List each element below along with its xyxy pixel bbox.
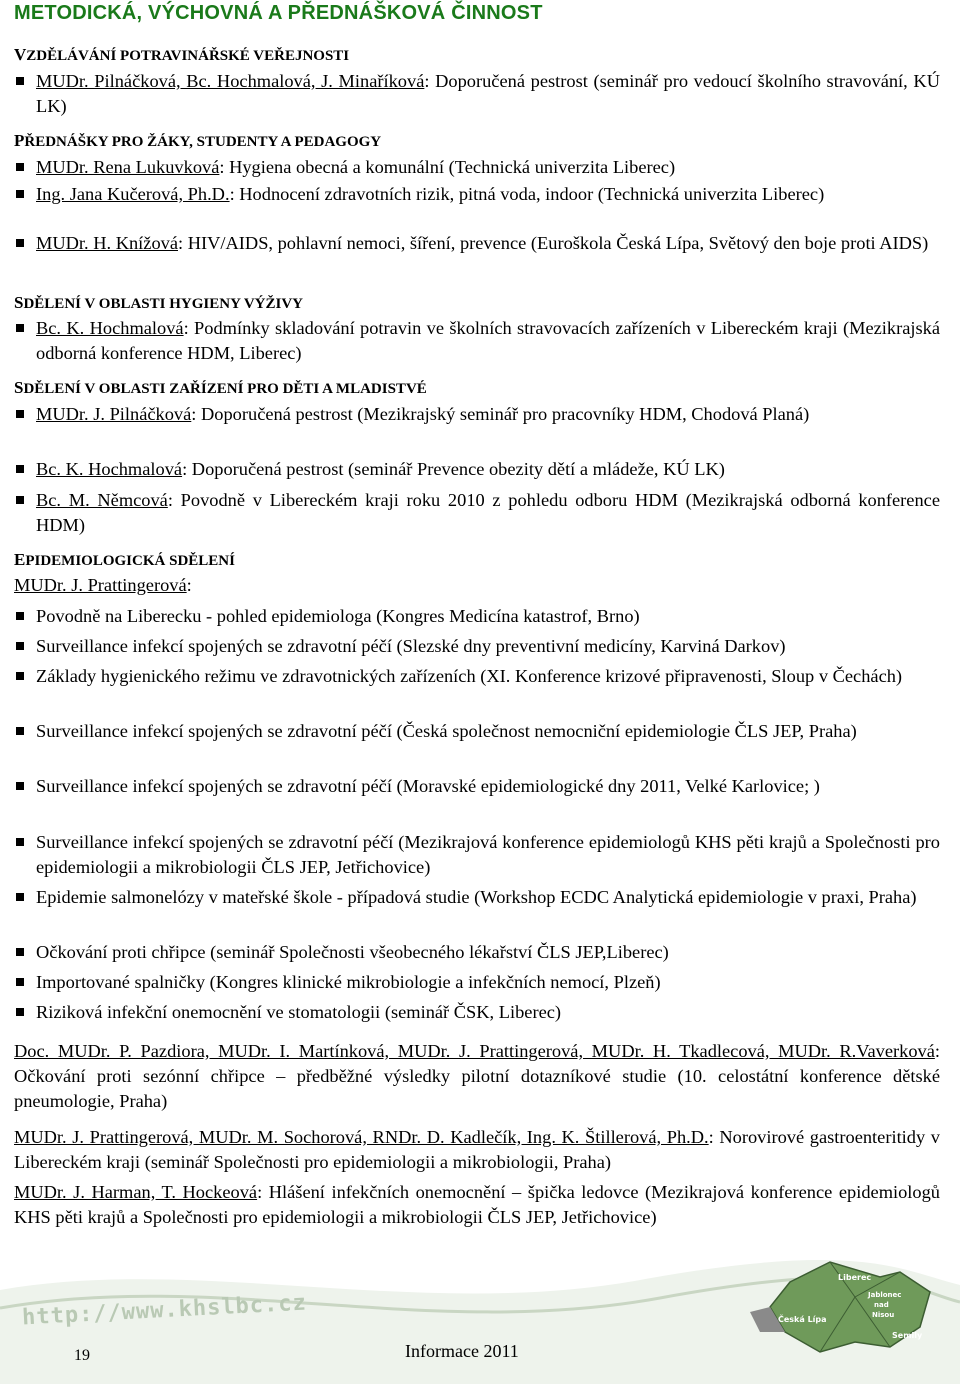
bullet-icon [16,1008,24,1016]
list-item: Bc. K. Hochmalová: Doporučená pestrost (seminář Prevence obezity dětí a mládeže, KÚ LK) [14,457,940,482]
list-item: MUDr. Rena Lukuvková: Hygiena obecná a komunální (Technická univerzita Liberec) [14,155,940,180]
footer-url: http://www.khslbc.cz [21,1290,308,1331]
author-names: Bc. K. Hochmalová [36,318,184,338]
bullet-icon [16,77,24,85]
section-heading-nutrition: SDĚLENÍ V OBLASTI HYGIENY VÝŽIVY [14,293,303,312]
svg-text:nad: nad [874,1301,889,1309]
footer-label: Informace 2011 [405,1341,519,1361]
svg-text:Semily: Semily [892,1331,923,1340]
bullet-icon [16,978,24,986]
author-names: MUDr. J. Harman, T. Hockeová [14,1182,258,1202]
bullet-icon [16,239,24,247]
author-names: Bc. K. Hochmalová [36,459,183,479]
list-item: Surveillance infekcí spojených se zdravotní péčí (Mezikrajová konference epidemiologů KHS pěti krajů a Společnosti pro epidemiologii a mikrobiologii ČLS JEP, Jetřichovice) [14,830,940,880]
bullet-icon [16,838,24,846]
paragraph-entry: Doc. MUDr. P. Pazdiora, MUDr. I. Martínková, MUDr. J. Prattingerová, MUDr. H. Tkadlecová, MUDr. R.Vaverková: Očkování proti sezónní chřipce – předběžné výsledky pilotní dotazníkové studie (10. celostátní konference dětské pneumologie, Praha) [14,1041,940,1111]
author-names: MUDr. J. Pilnáčková [36,404,192,424]
section-heading-epidemiology: EPIDEMIOLOGICKÁ SDĚLENÍ [14,550,235,569]
bullet-icon [16,163,24,171]
svg-text:Jablonec: Jablonec [868,1291,902,1299]
svg-text:Nisou: Nisou [872,1311,895,1319]
list-item: Základy hygienického režimu ve zdravotnických zařízeních (XI. Konference krizové připravenosti, Sloup v Čechách) [14,664,940,689]
list-item: Povodně na Liberecku - pohled epidemiologa (Kongres Medicína katastrof, Brno) [14,604,940,629]
bullet-icon [16,324,24,332]
list-item: Bc. M. Němcová: Povodně v Libereckém kraji roku 2010 z pohledu odboru HDM (Mezikrajská odborná konference HDM) [14,488,940,538]
author-names: MUDr. H. Knížová [36,233,178,253]
bullet-icon [16,948,24,956]
list-item: Ing. Jana Kučerová, Ph.D.: Hodnocení zdravotních rizik, pitná voda, indoor (Technická univerzita Liberec) [14,182,940,207]
section-author: MUDr. J. Prattingerová: [14,575,192,595]
list-item: Surveillance infekcí spojených se zdravotní péčí (Slezské dny preventivní medicíny, Karviná Darkov) [14,634,940,659]
bullet-icon [16,190,24,198]
author-names: MUDr. Rena Lukuvková [36,157,220,177]
bullet-icon [16,465,24,473]
list-item: MUDr. H. Knížová: HIV/AIDS, pohlavní nemoci, šíření, prevence (Euroškola Česká Lípa, Světový den boje proti AIDS) [14,231,940,256]
bullet-icon [16,410,24,418]
list-item: Importované spalničky (Kongres klinické mikrobiologie a infekčních nemocí, Plzeň) [14,970,940,995]
bullet-icon [16,727,24,735]
list-item: Surveillance infekcí spojených se zdravotní péčí (Česká společnost nemocniční epidemiologie ČLS JEP, Praha) [14,719,940,744]
paragraph-entry: MUDr. J. Harman, T. Hockeová: Hlášení infekčních onemocnění – špička ledovce (Mezikrajová konference epidemiologů KHS pěti krajů a Společnosti pro epidemiologii a mikrobiologii ČLS JEP, Jetřichovice) [14,1182,940,1227]
author-names: Ing. Jana Kučerová, Ph.D. [36,184,230,204]
bullet-icon [16,496,24,504]
list-item: MUDr. J. Pilnáčková: Doporučená pestrost (Mezikrajský seminář pro pracovníky HDM, Chodová Planá) [14,402,940,427]
list-item: Riziková infekční onemocnění ve stomatologii (seminář ČSK, Liberec) [14,1000,940,1025]
bullet-icon [16,893,24,901]
page-title: METODICKÁ, VÝCHOVNÁ A PŘEDNÁŠKOVÁ ČINNOST [14,2,543,24]
list-item: MUDr. Pilnáčková, Bc. Hochmalová, J. Minaříková: Doporučená pestrost (seminář pro vedoucí školního stravování, KÚ LK) [14,69,940,119]
list-item: Surveillance infekcí spojených se zdravotní péčí (Moravské epidemiologické dny 2011, Velké Karlovice; ) [14,774,940,799]
svg-text:Liberec: Liberec [838,1273,872,1282]
section-heading-lectures: PŘEDNÁŠKY PRO ŽÁKY, STUDENTY A PEDAGOGY [14,131,382,150]
section-heading-food-public: VZDĚLÁVÁNÍ POTRAVINÁŘSKÉ VEŘEJNOSTI [14,45,350,64]
bullet-icon [16,612,24,620]
paragraph-entry: MUDr. J. Prattingerová, MUDr. M. Sochorová, RNDr. D. Kadlečík, Ing. K. Štillerová, Ph.D.: Norovirové gastroenteritidy v Libereckém kraji (seminář Společnosti pro epidemiologii a mikrobiologii, Praha) [14,1127,940,1172]
section-heading-children-facilities: SDĚLENÍ V OBLASTI ZAŘÍZENÍ PRO DĚTI A MLADISTVÉ [14,378,427,397]
author-names: MUDr. Pilnáčková, Bc. Hochmalová, J. Minaříková [36,71,425,91]
author-names: Bc. M. Němcová [36,490,168,510]
svg-text:Česká Lípa: Česká Lípa [778,1315,827,1324]
bullet-icon [16,782,24,790]
author-names: Doc. MUDr. P. Pazdiora, MUDr. I. Martínková, MUDr. J. Prattingerová, MUDr. H. Tkadlecová, MUDr. R.Vaverková [14,1041,935,1061]
author-names: MUDr. J. Prattingerová, MUDr. M. Sochorová, RNDr. D. Kadlečík, Ing. K. Štillerová, Ph.D. [14,1127,709,1147]
list-item: Epidemie salmonelózy v mateřské škole - případová studie (Workshop ECDC Analytická epidemiologie v praxi, Praha) [14,885,940,910]
list-item: Očkování proti chřipce (seminář Společnosti všeobecného lékařství ČLS JEP,Liberec) [14,940,940,965]
bullet-icon [16,672,24,680]
page-number: 19 [74,1347,90,1364]
list-item: Bc. K. Hochmalová: Podmínky skladování potravin ve školních stravovacích zařízeních v Libereckém kraji (Mezikrajská odborná konference HDM, Liberec) [14,316,940,366]
bullet-icon [16,642,24,650]
